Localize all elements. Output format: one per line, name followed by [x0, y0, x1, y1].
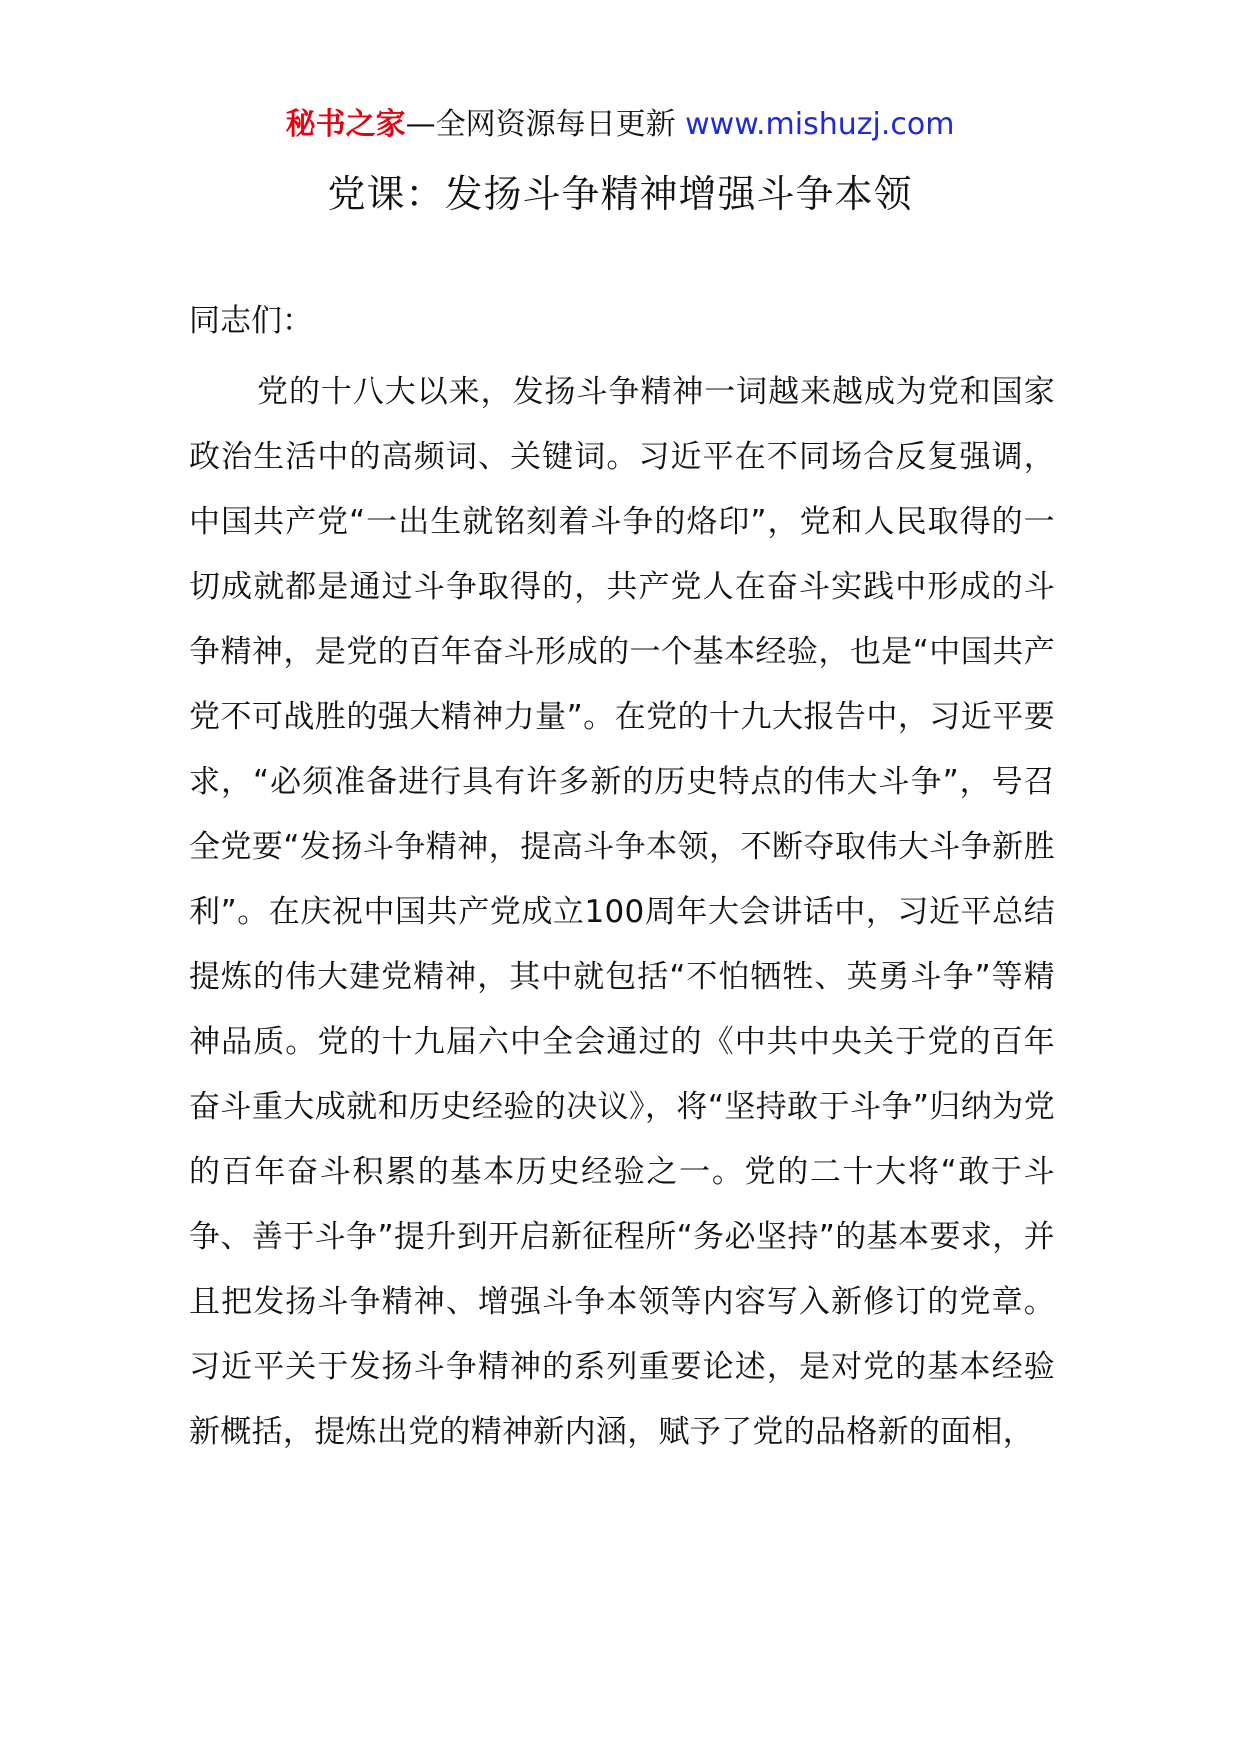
site-url-link[interactable]: www.mishuzj.com	[685, 107, 955, 142]
body-paragraph: 党的十八大以来，发扬斗争精神一词越来越成为党和国家政治生活中的高频词、关键词。习近平在不同场合反复强调，中国共产党“一出生就铭刻着斗争的烙印”，党和人民取得的一切成就都是通过斗争取得的，共产党人在奋斗实践中形成的斗争精神，是党的百年奋斗形成的一个基本经验，也是“中国共产党不可战胜的强大精神力量”。在党的十九大报告中，习近平要求，“必须准备进行具有许多新的历史特点的伟大斗争”，号召全党要“发扬斗争精神，提高斗争本领，不断夺取伟大斗争新胜利”。在庆祝中国共产党成立100周年大会讲话中，习近平总结提炼的伟大建党精神，其中就包括“不怕牺牲、英勇斗争”等精神品质。党的十九届六中全会通过的《中共中央关于党的百年奋斗重大成就和历史经验的决议》，将“坚持敢于斗争”归纳为党的百年奋斗积累的基本历史经验之一。党的二十大将“敢于斗争、善于斗争”提升到开启新征程所“务必坚持”的基本要求，并且把发扬斗争精神、增强斗争本领等内容写入新修订的党章。习近平关于发扬斗争精神的系列重要论述，是对党的基本经验新概括，提炼出党的精神新内涵，赋予了党的品格新的面相，	[189, 374, 1055, 1450]
document-title: 党课：发扬斗争精神增强斗争本领	[327, 172, 913, 216]
site-header	[0, 103, 1240, 147]
brand-name: 秘书之家	[285, 107, 406, 142]
header-tagline: —全网资源每日更新	[405, 107, 676, 142]
salutation: 同志们：	[189, 303, 313, 339]
